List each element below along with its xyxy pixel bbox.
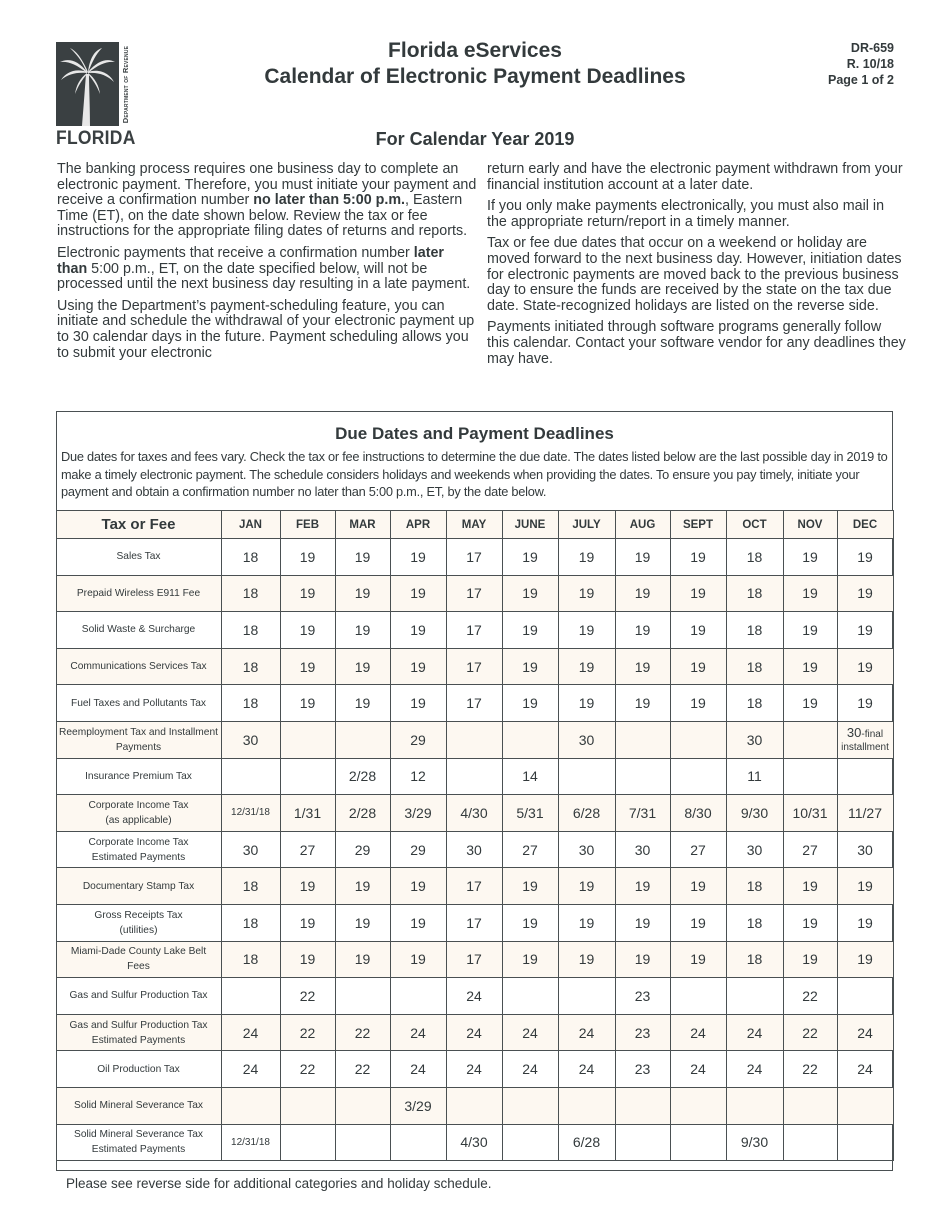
date-cell: 23	[615, 978, 670, 1015]
date-cell	[670, 1124, 726, 1161]
date-cell	[670, 1087, 726, 1124]
tax-name-cell: Fuel Taxes and Pollutants Tax	[56, 685, 221, 722]
date-cell: 22	[280, 1014, 335, 1051]
date-cell: 18	[726, 612, 783, 649]
date-cell: 19	[390, 575, 446, 612]
date-cell	[726, 1087, 783, 1124]
panel-description: Due dates for taxes and fees vary. Check the tax or fee instructions to determine the due date. The dates listed below are the last possible day in 2019 to make a timely electronic payment. The schedule considers holidays and weekends when providing the dates. To ensure you pay timely, initiate your payment and obtain a confirmation number no later than 5:00 p.m., ET, by the date below.	[61, 449, 888, 499]
date-cell: 19	[615, 648, 670, 685]
tax-name-cell: Gross Receipts Tax (utilities)	[56, 904, 221, 941]
table-row	[56, 539, 893, 576]
date-cell: 17	[446, 941, 502, 978]
date-cell: 19	[335, 868, 390, 905]
date-cell: 19	[670, 685, 726, 722]
final-installment-note: 30-final installment	[841, 724, 889, 753]
date-cell: 19	[558, 575, 615, 612]
date-cell	[502, 1124, 558, 1161]
date-cell: 8/30	[670, 795, 726, 832]
date-cell	[280, 1087, 335, 1124]
date-cell: 19	[670, 904, 726, 941]
intro-paragraph: Tax or fee due dates that occur on a weekend or holiday are moved forward to the next business day. However, initiation dates for electronic payments are moved back to the previous business day to ensure the funds are received by the state on the tax due date. State-recognized holidays are listed on the reverse side.	[487, 235, 902, 314]
date-cell: 3/29	[390, 1087, 446, 1124]
date-cell	[558, 978, 615, 1015]
intro-paragraph: Payments initiated through software programs generally follow this calendar. Contact your software vendor for any deadlines they may have.	[487, 319, 906, 367]
date-cell: 24	[670, 1014, 726, 1051]
date-cell: 19	[558, 904, 615, 941]
date-cell: 7/31	[615, 795, 670, 832]
date-cell: 19	[335, 941, 390, 978]
tax-name-cell: Corporate Income Tax Estimated Payments	[56, 831, 221, 868]
date-cell: 18	[726, 941, 783, 978]
date-cell: 19	[783, 904, 837, 941]
date-cell: 19	[615, 941, 670, 978]
date-cell: 12/31/18	[221, 1124, 280, 1161]
date-cell: 19	[335, 904, 390, 941]
date-cell: 24	[446, 1051, 502, 1088]
florida-dor-logo	[56, 42, 134, 150]
date-cell: 30	[615, 831, 670, 868]
date-cell: 19	[615, 868, 670, 905]
date-cell: 19	[390, 685, 446, 722]
date-cell: 19	[837, 648, 893, 685]
date-cell: 19	[670, 868, 726, 905]
tax-name-cell: Insurance Premium Tax	[56, 758, 221, 795]
date-cell: 18	[726, 904, 783, 941]
table-row	[56, 612, 893, 649]
date-cell: 18	[221, 941, 280, 978]
date-cell: 19	[502, 685, 558, 722]
date-cell: 19	[390, 539, 446, 576]
column-header-month: APR	[390, 511, 446, 539]
date-cell: 24	[390, 1014, 446, 1051]
date-cell: 19	[670, 539, 726, 576]
date-cell: 19	[280, 648, 335, 685]
date-cell: 19	[615, 904, 670, 941]
date-cell: 30	[221, 831, 280, 868]
date-cell	[335, 721, 390, 758]
due-dates-panel	[56, 411, 893, 1171]
date-cell: 19	[837, 685, 893, 722]
date-cell: 18	[221, 648, 280, 685]
date-cell: 19	[837, 904, 893, 941]
date-cell: 3/29	[390, 795, 446, 832]
table-row	[56, 648, 893, 685]
date-cell: 19	[280, 575, 335, 612]
date-cell: 18	[726, 575, 783, 612]
date-cell: 19	[335, 685, 390, 722]
date-cell: 18	[726, 539, 783, 576]
panel-title: Due Dates and Payment Deadlines	[335, 424, 614, 443]
date-cell: 19	[280, 904, 335, 941]
page-title	[200, 38, 750, 90]
date-cell: 29	[335, 831, 390, 868]
date-cell: 19	[783, 539, 837, 576]
intro-paragraph: If you only make payments electronically, you must also mail in the appropriate return/report in a timely manner.	[487, 198, 885, 230]
date-cell: 19	[390, 612, 446, 649]
date-cell: 24	[726, 1014, 783, 1051]
date-cell: 19	[615, 575, 670, 612]
tax-name-cell: Corporate Income Tax (as applicable)	[56, 795, 221, 832]
date-cell: 19	[837, 575, 893, 612]
date-cell	[726, 978, 783, 1015]
tax-name-cell: Communications Services Tax	[56, 648, 221, 685]
date-cell: 18	[726, 868, 783, 905]
date-cell: 17	[446, 868, 502, 905]
intro-right-column	[487, 162, 907, 373]
date-cell: 19	[502, 648, 558, 685]
date-cell: 30	[446, 831, 502, 868]
date-cell: 22	[280, 978, 335, 1015]
date-cell: 19	[558, 648, 615, 685]
date-cell	[837, 721, 893, 758]
form-revision: R. 10/18	[846, 57, 894, 71]
date-cell: 19	[783, 868, 837, 905]
date-cell: 19	[558, 612, 615, 649]
date-cell: 11	[726, 758, 783, 795]
date-cell: 30	[221, 721, 280, 758]
column-header-month: FEB	[280, 511, 335, 539]
date-cell	[783, 758, 837, 795]
date-cell: 19	[390, 941, 446, 978]
date-cell: 23	[615, 1051, 670, 1088]
column-header-month: JUNE	[502, 511, 558, 539]
date-cell: 24	[502, 1051, 558, 1088]
date-cell	[837, 978, 893, 1015]
date-cell: 18	[221, 685, 280, 722]
date-cell: 14	[502, 758, 558, 795]
date-cell: 30	[726, 831, 783, 868]
date-cell	[670, 978, 726, 1015]
date-cell: 19	[558, 539, 615, 576]
table-row	[56, 1124, 893, 1161]
date-cell: 24	[670, 1051, 726, 1088]
date-cell: 19	[280, 941, 335, 978]
date-cell: 19	[502, 868, 558, 905]
form-number: DR-659	[850, 41, 894, 55]
date-cell	[502, 1087, 558, 1124]
intro-paragraph: return early and have the electronic payment withdrawn from your financial institution account at a later date.	[487, 161, 903, 193]
date-cell: 19	[502, 904, 558, 941]
date-cell	[280, 1124, 335, 1161]
date-cell	[615, 1124, 670, 1161]
date-cell: 19	[502, 575, 558, 612]
date-cell: 19	[837, 941, 893, 978]
date-cell	[221, 978, 280, 1015]
date-cell: 30	[558, 831, 615, 868]
date-cell: 2/28	[335, 758, 390, 795]
date-cell: 19	[335, 648, 390, 685]
table-row	[56, 941, 893, 978]
date-cell: 30	[558, 721, 615, 758]
tax-name-cell: Reemployment Tax and Installment Payments	[56, 721, 221, 758]
date-cell: 4/30	[446, 1124, 502, 1161]
date-cell: 17	[446, 685, 502, 722]
form-identifier	[828, 40, 894, 88]
date-cell	[502, 978, 558, 1015]
table-row	[56, 978, 893, 1015]
date-cell	[390, 1124, 446, 1161]
date-cell: 19	[390, 904, 446, 941]
date-cell: 19	[335, 575, 390, 612]
intro-paragraph: Using the Department’s payment-scheduling feature, you can initiate and schedule the withdrawal of your electronic payment up to 30 calendar days in the future. Payment scheduling allows you to submit your electronic	[57, 297, 475, 361]
logo-side-text: Department of Revenue	[121, 45, 131, 123]
date-cell: 22	[783, 1051, 837, 1088]
date-cell	[335, 978, 390, 1015]
date-cell: 18	[221, 539, 280, 576]
table-row	[56, 904, 893, 941]
date-cell	[783, 1124, 837, 1161]
date-cell: 17	[446, 539, 502, 576]
date-cell: 12	[390, 758, 446, 795]
date-cell: 24	[390, 1051, 446, 1088]
date-cell	[670, 758, 726, 795]
table-row	[56, 868, 893, 905]
date-cell: 30	[726, 721, 783, 758]
logo-wordmark: FLORIDA	[56, 128, 136, 149]
column-header-month: MAY	[446, 511, 502, 539]
date-cell: 18	[221, 575, 280, 612]
date-cell: 24	[502, 1014, 558, 1051]
date-cell	[670, 721, 726, 758]
date-cell: 19	[783, 612, 837, 649]
date-cell: 11/27	[837, 795, 893, 832]
column-header-month: JAN	[221, 511, 280, 539]
date-cell	[335, 1124, 390, 1161]
date-cell: 27	[502, 831, 558, 868]
date-cell: 19	[837, 539, 893, 576]
date-cell: 19	[783, 941, 837, 978]
date-cell: 24	[726, 1051, 783, 1088]
date-cell	[615, 758, 670, 795]
tax-name-cell: Documentary Stamp Tax	[56, 868, 221, 905]
date-cell	[280, 758, 335, 795]
tax-name-cell: Solid Mineral Severance Tax Estimated Payments	[56, 1124, 221, 1161]
date-cell: 19	[335, 539, 390, 576]
date-cell	[615, 1087, 670, 1124]
tax-name-cell: Gas and Sulfur Production Tax	[56, 978, 221, 1015]
intro-paragraph: The banking process requires one business day to complete an electronic payment. Therefore, you must initiate your payment and receive a confirmation number no later than 5:00 p.m., Eastern Time (ET), on the date shown below. Review the tax or fee instructions for the appropriate filing dates of returns and reports.	[57, 161, 477, 240]
date-cell: 6/28	[558, 1124, 615, 1161]
date-cell	[783, 721, 837, 758]
date-cell: 17	[446, 575, 502, 612]
date-cell	[615, 721, 670, 758]
date-cell: 22	[335, 1014, 390, 1051]
column-header-month: JULY	[558, 511, 615, 539]
date-cell: 27	[783, 831, 837, 868]
date-cell: 19	[670, 575, 726, 612]
date-cell: 12/31/18	[221, 795, 280, 832]
date-cell	[502, 721, 558, 758]
date-cell: 18	[726, 685, 783, 722]
date-cell: 19	[615, 539, 670, 576]
date-cell: 19	[502, 941, 558, 978]
table-row	[56, 758, 893, 795]
date-cell: 27	[670, 831, 726, 868]
year-heading: For Calendar Year 2019	[375, 129, 575, 149]
deadlines-table	[56, 510, 894, 1161]
date-cell	[446, 721, 502, 758]
date-cell: 30	[837, 831, 893, 868]
date-cell: 4/30	[446, 795, 502, 832]
date-cell: 24	[558, 1014, 615, 1051]
date-cell: 18	[221, 612, 280, 649]
tax-name-cell: Prepaid Wireless E911 Fee	[56, 575, 221, 612]
column-header-month: AUG	[615, 511, 670, 539]
table-row	[56, 575, 893, 612]
date-cell: 24	[221, 1014, 280, 1051]
date-cell	[837, 1087, 893, 1124]
date-cell: 24	[221, 1051, 280, 1088]
date-cell: 19	[615, 612, 670, 649]
date-cell: 2/28	[335, 795, 390, 832]
date-cell: 17	[446, 904, 502, 941]
date-cell: 19	[783, 685, 837, 722]
title-line-2: Calendar of Electronic Payment Deadlines	[264, 65, 686, 88]
date-cell: 19	[280, 685, 335, 722]
date-cell	[558, 1087, 615, 1124]
date-cell: 19	[280, 539, 335, 576]
date-cell: 19	[335, 612, 390, 649]
date-cell: 27	[280, 831, 335, 868]
date-cell: 19	[670, 941, 726, 978]
date-cell: 19	[558, 868, 615, 905]
date-cell: 5/31	[502, 795, 558, 832]
table-row	[56, 1087, 893, 1124]
date-cell: 19	[783, 575, 837, 612]
date-cell: 19	[558, 941, 615, 978]
tax-name-cell: Solid Waste & Surcharge	[56, 612, 221, 649]
date-cell: 22	[280, 1051, 335, 1088]
date-cell: 17	[446, 648, 502, 685]
date-cell: 19	[502, 612, 558, 649]
date-cell: 24	[446, 978, 502, 1015]
date-cell	[446, 758, 502, 795]
column-header-month: NOV	[783, 511, 837, 539]
table-row	[56, 1051, 893, 1088]
date-cell: 19	[390, 648, 446, 685]
date-cell: 19	[280, 868, 335, 905]
column-header-month: OCT	[726, 511, 783, 539]
date-cell: 10/31	[783, 795, 837, 832]
date-cell	[335, 1087, 390, 1124]
date-cell: 18	[221, 868, 280, 905]
date-cell: 9/30	[726, 795, 783, 832]
date-cell: 18	[221, 904, 280, 941]
date-cell: 19	[390, 868, 446, 905]
page-indicator: Page 1 of 2	[828, 73, 894, 87]
column-header-tax-or-fee: Tax or Fee	[56, 511, 221, 539]
date-cell: 19	[783, 648, 837, 685]
date-cell: 19	[670, 648, 726, 685]
date-cell: 19	[615, 685, 670, 722]
date-cell: 18	[726, 648, 783, 685]
date-cell: 22	[783, 1014, 837, 1051]
date-cell: 22	[335, 1051, 390, 1088]
date-cell: 9/30	[726, 1124, 783, 1161]
table-header-row	[56, 511, 893, 539]
date-cell: 24	[837, 1014, 893, 1051]
column-header-month: DEC	[837, 511, 893, 539]
date-cell: 19	[280, 612, 335, 649]
date-cell: 29	[390, 831, 446, 868]
tax-name-cell: Sales Tax	[56, 539, 221, 576]
date-cell: 19	[837, 612, 893, 649]
date-cell: 17	[446, 612, 502, 649]
title-line-1: Florida eServices	[388, 39, 562, 62]
date-cell: 23	[615, 1014, 670, 1051]
date-cell: 19	[670, 612, 726, 649]
date-cell	[558, 758, 615, 795]
date-cell: 24	[446, 1014, 502, 1051]
tax-name-cell: Miami-Dade County Lake Belt Fees	[56, 941, 221, 978]
tax-name-cell: Oil Production Tax	[56, 1051, 221, 1088]
date-cell	[221, 758, 280, 795]
date-cell: 19	[502, 539, 558, 576]
date-cell	[837, 758, 893, 795]
date-cell: 1/31	[280, 795, 335, 832]
table-row	[56, 685, 893, 722]
table-row	[56, 795, 893, 832]
date-cell	[390, 978, 446, 1015]
table-row	[56, 721, 893, 758]
date-cell: 22	[783, 978, 837, 1015]
date-cell: 19	[558, 685, 615, 722]
tax-name-cell: Solid Mineral Severance Tax	[56, 1087, 221, 1124]
intro-left-column	[57, 162, 477, 367]
tax-name-cell: Gas and Sulfur Production Tax Estimated Payments	[56, 1014, 221, 1051]
column-header-month: MAR	[335, 511, 390, 539]
date-cell	[221, 1087, 280, 1124]
table-row	[56, 1014, 893, 1051]
column-header-month: SEPT	[670, 511, 726, 539]
date-cell: 19	[837, 868, 893, 905]
date-cell	[783, 1087, 837, 1124]
table-row	[56, 831, 893, 868]
palm-tree-icon	[56, 42, 119, 126]
intro-paragraph: Electronic payments that receive a confirmation number later than 5:00 p.m., ET, on the date specified below, will not be processed until the next business day resulting in a late payment.	[57, 244, 471, 293]
date-cell	[280, 721, 335, 758]
footnote: Please see reverse side for additional categories and holiday schedule.	[66, 1176, 492, 1191]
date-cell: 29	[390, 721, 446, 758]
date-cell: 24	[558, 1051, 615, 1088]
date-cell	[837, 1124, 893, 1161]
date-cell	[446, 1087, 502, 1124]
date-cell: 24	[837, 1051, 893, 1088]
date-cell: 6/28	[558, 795, 615, 832]
